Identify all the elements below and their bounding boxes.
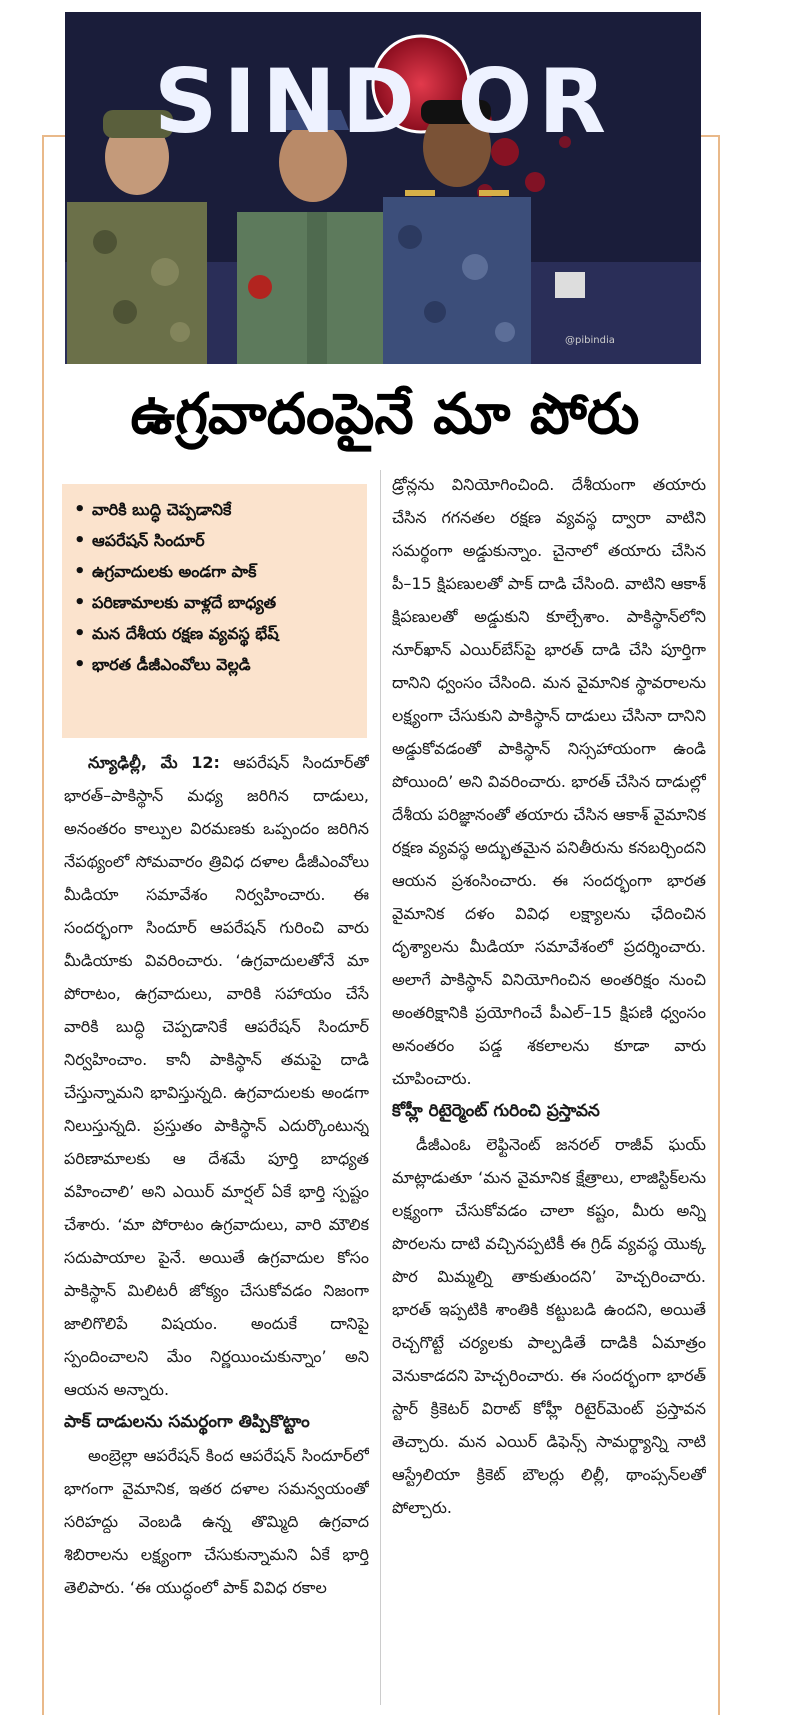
body-paragraph <box>64 746 369 1406</box>
body-paragraph: అంబ్రెల్లా ఆపరేషన్ కింద ఆపరేషన్ సిందూర్‌లో భాగంగా వైమానిక, ఇతర దళాల సమన్వయంతో సరిహద్దు వెంబడి ఉన్న తొమ్మిది ఉగ్రవాద శిబిరాలను లక్ష్యంగా చేసుకున్నామని ఏకే భార్తి తెలిపారు. ‘ఈ యుద్ధంలో పాక్ వివిధ రకాల <box>64 1446 369 1597</box>
svg-text:@pibindia: @pibindia <box>565 335 615 346</box>
body-paragraph: డ్రోన్లను వినియోగించింది. దేశీయంగా తయారు చేసిన గగనతల రక్షణ వ్యవస్థ ద్వారా వాటిని సమర్థంగా అడ్డుకున్నాం. చైనాలో తయారు చేసిన పీ–15 క్షిపణులతో పాక్ దాడి చేసింది. వాటిని ఆకాశ్ క్షిపణులతో అడ్డుకుని కూల్చేశాం. పాకిస్థాన్‌లోని నూర్‌ఖాన్ ఎయిర్‌బేస్‌పై భారత్ దాడి చేసి పూర్తిగా దానిని ధ్వంసం చేసింది. మన వైమానిక స్థావరాలను లక్ష్యంగా చేసుకుని పాకిస్థాన్ దాడులు చేసినా దానిని అడ్డుకోవడంతో పాకిస్థాన్ నిస్సహాయంగా ఉండి పోయింది’ అని వివరించారు. భారత్ చేసిన దాడుల్లో దేశీయ పరిజ్ఞానంతో తయారు చేసిన ఆకాశ్ వైమానిక రక్షణ వ్యవస్థ అద్భుతమైన పనితీరును కనబర్చిందని ఆయన ప్రశంసించారు. ఈ సందర్భంగా భారత వైమానిక దళం వివిధ లక్ష్యాలను ఛేదించిన దృశ్యాలను మీడియా సమావేశంలో ప్రదర్శించారు. అలాగే పాకిస్థాన్ వినియోగించిన అంతరిక్షం నుంచి అంతరిక్షానికి ప్రయోగించే పీఎల్–15 క్షిపణి ధ్వంసం అనంతరం పడ్డ శకలాలను కూడా వారు చూపించారు. <box>392 475 706 1088</box>
highlight-item: • భారత డీజీఎంవోలు వెల్లడి <box>72 649 357 680</box>
dateline: న్యూఢిల్లీ, మే 12: <box>88 753 220 772</box>
body-paragraph: డీజీఎంఓ లెఫ్టినెంట్ జనరల్ రాజీవ్ ఘయ్ మాట్లాడుతూ ‘మన వైమానిక క్షేత్రాలు, లాజిస్టిక్‌లను లక్ష్యంగా చేసుకోవడం చాలా కష్టం, మీరు అన్ని పొరలను దాటి వచ్చినప్పటికీ ఈ గ్రిడ్ వ్యవస్థ యొక్క పొర మిమ్మల్ని తాకుతుందని’ హెచ్చరించారు. భారత్ ఇప్పటికి శాంతికి కట్టుబడి ఉందని, అయితే రెచ్చగొట్టే చర్యలకు పాల్పడితే దాడికి ఏమాత్రం వెనుకాడదని హెచ్చరించారు. ఈ సందర్భంగా భారత్ స్టార్ క్రికెటర్ విరాట్ కోహ్లీ రిటైర్‌మెంట్ ప్రస్తావన తెచ్చారు. మన ఎయిర్ డిఫెన్స్ సామర్థ్యాన్ని నాటి ఆస్ట్రేలియా క్రికెట్ బౌలర్లు లిల్లీ, థాంప్సన్‌లతో పోల్చారు. <box>392 1135 706 1517</box>
paragraph-text: ఆపరేషన్ సిందూర్‌తో భారత్–పాకిస్థాన్ మధ్య జరిగిన దాడులు, అనంతరం కాల్పుల విరమణకు ఒప్పందం జరిగిన నేపథ్యంలో సోమవారం త్రివిధ దళాల డీజీఎంవోలు మీడియా సమావేశం నిర్వహించారు. ఈ సందర్భంగా సిందూర్ ఆపరేషన్ గురించి వారు మీడియాకు వివరించారు. ‘ఉగ్రవాదులతోనే మా పోరాటం, ఉగ్రవాదులు, వారికి సహాయం చేసే వారికి బుద్ధి చెప్పడానికే ఆపరేషన్ సిందూర్ నిర్వహించాం. కానీ పాకిస్థాన్ తమపై దాడి చేస్తున్నామని భావిస్తున్నది. ఉగ్రవాదులకు అండగా నిలుస్తున్నది. ప్రస్తుతం పాకిస్థాన్ ఎదుర్కొంటున్న పరిణామాలకు ఆ దేశమే పూర్తి బాధ్యత వహించాలి’ అని ఎయిర్ మార్షల్ ఏకే భార్తి స్పష్టం చేశారు. ‘మా పోరాటం ఉగ్రవాదులు, వారి మౌలిక సదుపాయాల పైనే. అయితే ఉగ్రవాదుల కోసం పాకిస్థాన్ మిలిటరీ జోక్యం చేసుకోవడం నిజంగా జాలిగొలిపే విషయం. అందుకే దానిపై స్పందించాలని మేం నిర్ణయించుకున్నాం’ అని ఆయన అన్నారు. <box>64 753 369 1399</box>
photo-banner-text: SIND OR <box>153 50 613 153</box>
column-divider <box>380 470 381 1705</box>
left-column <box>64 746 369 1706</box>
headline: ఉగ్రవాదంపైనే మా పోరు <box>130 382 640 447</box>
article-photo <box>65 12 701 364</box>
highlight-item: • వారికి బుద్ధి చెప్పడానికే <box>72 494 357 525</box>
highlight-item: • మన దేశీయ రక్షణ వ్యవస్థ భేష్ <box>72 618 357 649</box>
right-column <box>392 468 706 1708</box>
highlight-item: • ఆపరేషన్ సిందూర్ <box>72 525 357 556</box>
highlight-item: • ఉగ్రవాదులకు అండగా పాక్ <box>72 556 357 587</box>
subheading: కోహ్లీ రిటైర్మెంట్ గురించి ప్రస్తావన <box>392 1101 600 1121</box>
highlights-box <box>62 484 367 738</box>
highlight-item: • పరిణామాలకు వాళ్లదే బాధ్యత <box>72 587 357 618</box>
subheading: పాక్ దాడులను సమర్థంగా తిప్పికొట్టాం <box>64 1412 310 1432</box>
highlights-list <box>72 494 357 680</box>
